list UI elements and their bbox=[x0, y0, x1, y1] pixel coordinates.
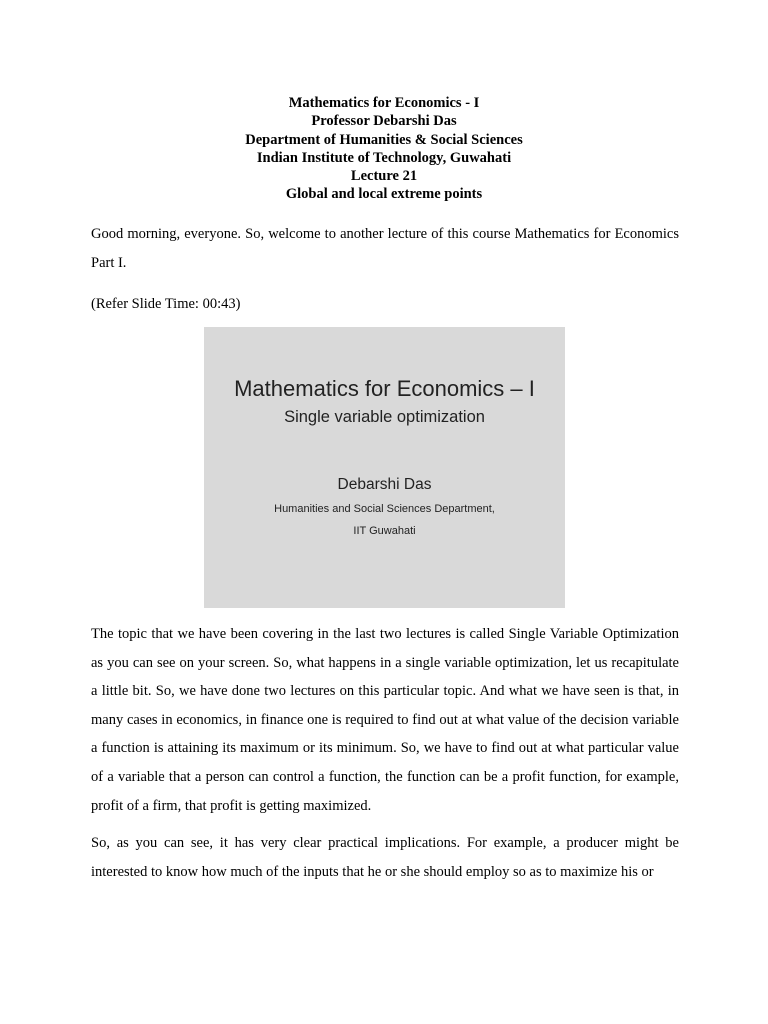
department-name: Department of Humanities & Social Sciences bbox=[245, 131, 523, 148]
slide-title: Mathematics for Economics – I bbox=[234, 376, 535, 401]
slide-department: Humanities and Social Sciences Department, bbox=[274, 503, 495, 515]
body-paragraph-continued: So, as you can see, it has very clear practical implications. For example, a producer might be interested to know how much of the inputs that he or she should employ so as to maximize his or bbox=[91, 835, 679, 880]
course-title: Mathematics for Economics - I bbox=[288, 95, 480, 111]
body-paragraph: The topic that we have been covering in the last two lectures is called Single Variable Optimization as you can see on your screen. So, what happens in a single variable optimization, let us recapitulate a little bit. So, we have done two lectures on this particular topic. And what we have seen is that, in many cases in economics, in finance one is required to find out at what value of the decision variable a function is attaining its maximum or its minimum. So, we have to find out at what particular value of a variable that a person can control a function, the function can be a profit function, for example, profit of a firm, that profit is getting maximized. bbox=[91, 626, 679, 814]
institute-name: Indian Institute of Technology, Guwahati bbox=[256, 149, 512, 166]
lecture-slide-image bbox=[204, 327, 565, 608]
lecture-number: Lecture 21 bbox=[350, 168, 418, 185]
lecture-topic: Global and local extreme points bbox=[285, 186, 483, 203]
intro-paragraph: Good morning, everyone. So, welcome to another lecture of this course Mathematics for Economics Part I. bbox=[91, 226, 679, 271]
refer-slide-time: (Refer Slide Time: 00:43) bbox=[91, 296, 241, 312]
slide-institute: IIT Guwahati bbox=[353, 525, 416, 537]
slide-subtitle: Single variable optimization bbox=[284, 408, 485, 426]
slide-author: Debarshi Das bbox=[337, 476, 432, 493]
document-header bbox=[0, 94, 768, 204]
professor-name: Professor Debarshi Das bbox=[311, 113, 457, 130]
